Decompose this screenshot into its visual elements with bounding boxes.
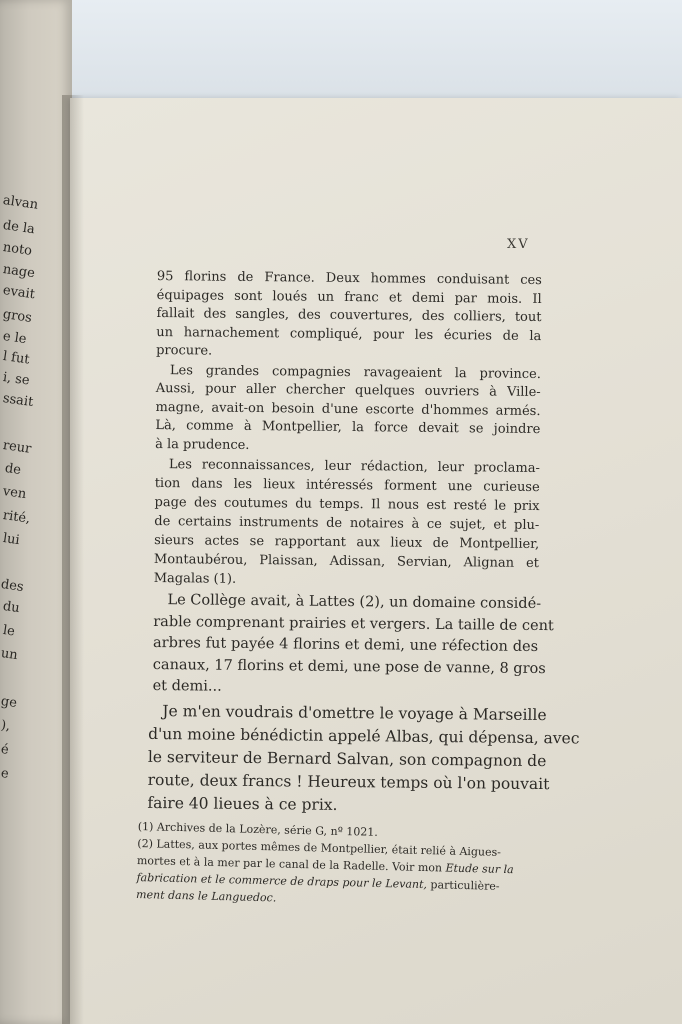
left-page-text: ssait — [1, 391, 35, 411]
left-page-text: l fut — [1, 349, 31, 368]
footnotes — [136, 818, 548, 913]
text-line: Magalas (1). — [153, 570, 237, 587]
left-page-text: ge — [0, 694, 18, 712]
footnote-text: particulière- — [426, 878, 500, 893]
page-gutter-shadow — [62, 95, 84, 1024]
left-page-text: noto — [1, 240, 33, 259]
left-page-text: é — [0, 742, 10, 758]
text-line: tion dans les lieux intéressés forment une curieuse — [154, 475, 540, 496]
left-page-text: reur — [1, 438, 33, 457]
text-line: procure. — [156, 342, 213, 359]
text-line: Les reconnaissances, leur rédaction, leur proclama- — [168, 457, 540, 477]
page-number: XV — [507, 237, 530, 252]
background-wall — [0, 0, 682, 110]
footnote-title-italic: fabrication et le commerce de draps pour le Levant, — [136, 870, 428, 892]
text-line: Je m'en voudrais d'omettre le voyage à Marseille — [162, 701, 547, 724]
main-text — [147, 268, 580, 819]
text-line: route, deux francs ! Heureux temps où l'on pouvait — [147, 770, 550, 793]
text-line: canaux, 17 florins et demi, une pose de vanne, 8 gros — [152, 656, 546, 677]
left-page-text: le — [1, 623, 16, 640]
text-line: Là, comme à Montpellier, la force devait se joindre — [155, 417, 541, 438]
left-page-text: ven — [1, 484, 28, 503]
left-page-text: lui — [1, 531, 21, 549]
footnote-title-italic: Etude sur la — [445, 861, 514, 877]
paragraph — [147, 699, 580, 818]
text-line: de certains instruments de notaires à ce sujet, et plu- — [154, 513, 540, 534]
left-page-text: e le — [1, 329, 28, 348]
footnote-text: mortes et à la mer par le canal de la Radelle. Voir mon — [136, 853, 446, 875]
left-page-text: de la — [1, 218, 36, 238]
text-line: arbres fut payée 4 florins et demi, une réfection des — [152, 634, 539, 656]
text-line: d'un moine bénédictin appelé Albas, qui dépensa, avec — [148, 724, 580, 747]
left-page-text: gros — [1, 307, 33, 326]
text-line: Le Collège avait, à Lattes (2), un domaine considé- — [167, 592, 542, 613]
footnote-1: (1) Archives de la Lozère, série G, nº 1021. — [137, 819, 378, 839]
left-page-text: e — [0, 766, 10, 782]
text-line: sieurs actes se rapportant aux lieux de Montpellier, — [154, 532, 540, 553]
text-line: rable comprenant prairies et vergers. La taille de cent — [153, 613, 554, 634]
text-line: et demi... — [152, 677, 222, 695]
text-line: Les grandes compagnies ravageaient la province. — [169, 362, 541, 382]
text-line: fallait des sangles, des couvertures, des colliers, tout — [156, 305, 542, 326]
text-line: équipages sont loués un franc et demi par mois. Il — [156, 287, 542, 307]
text-line: faire 40 lieues à ce prix. — [147, 793, 338, 814]
text-line: le serviteur de Bernard Salvan, son compagnon de — [147, 747, 547, 770]
left-page-text: alvan — [1, 193, 40, 213]
left-page-text: evait — [1, 283, 36, 303]
paragraph — [154, 455, 540, 592]
left-page-text: i, se — [1, 370, 31, 389]
text-line: 95 florins de France. Deux hommes conduisant ces — [156, 268, 542, 289]
left-page-text: ), — [0, 718, 12, 735]
paragraph — [155, 361, 541, 458]
left-page-text: un — [0, 646, 19, 664]
left-page-text: de — [3, 461, 22, 479]
left-page-text: du — [1, 599, 21, 617]
text-line: un harnachement compliqué, pour les écuries de la — [156, 324, 542, 344]
left-page-text: nage — [1, 262, 36, 282]
text-line: Montaubérou, Plaissan, Adissan, Servian, Alignan et — [153, 551, 540, 572]
left-page-text: rité, — [1, 508, 32, 527]
text-line: à la prudence. — [155, 436, 250, 453]
left-page-text: des — [0, 577, 25, 596]
text-line: page des coutumes du temps. Il nous est resté le prix — [154, 494, 540, 515]
paragraph — [152, 590, 554, 702]
paragraph — [156, 268, 542, 365]
text-line: magne, avait-on besoin d'une escorte d'hommes armés. — [155, 399, 541, 419]
footnote-2-line: (2) Lattes, aux portes mêmes de Montpellier, était relié à Aigues- — [137, 836, 502, 859]
text-line: Aussi, pour aller chercher quelques ouvriers à Ville- — [155, 380, 541, 401]
footnote-2-line: ment dans le Languedoc. — [135, 887, 277, 905]
